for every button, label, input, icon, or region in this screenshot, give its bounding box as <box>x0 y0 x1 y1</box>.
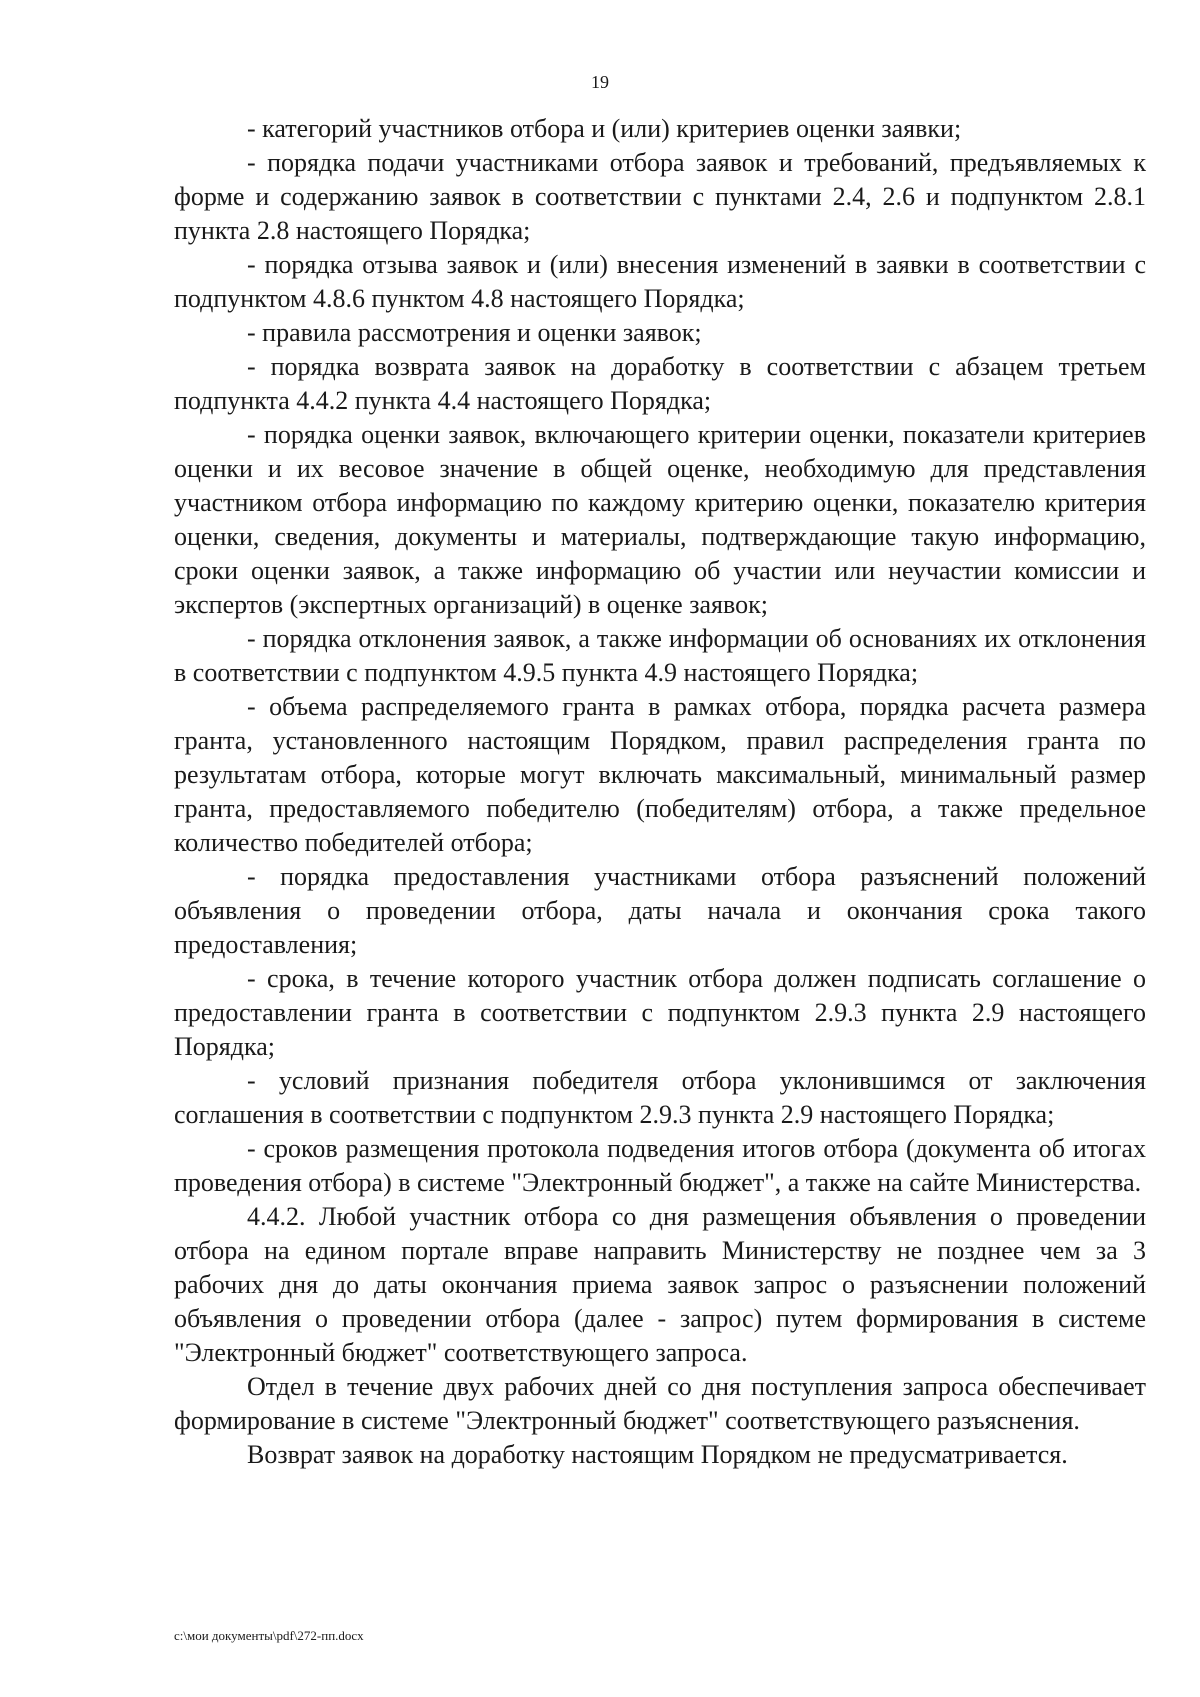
paragraph-evasion-conditions: - условий признания победителя отбора уклонившимся от заключения соглашения в соответствии с подпунктом 2.9.3 пункта 2.9 настоящего Порядка; <box>174 1066 1146 1129</box>
paragraph-rejection-order: - порядка отклонения заявок, а также информации об основаниях их отклонения в соответствии с подпунктом 4.9.5 пункта 4.9 настоящего Порядка; <box>174 624 1146 687</box>
paragraph-review-rules: - правила рассмотрения и оценки заявок; <box>247 318 702 347</box>
paragraph-agreement-deadline: - срока, в течение которого участник отбора должен подписать соглашение о предоставлении гранта в соответствии с подпунктом 2.9.3 пункта 2.9 настоящего Порядка; <box>174 964 1146 1061</box>
paragraph-no-return: Возврат заявок на доработку настоящим Порядком не предусматривается. <box>247 1440 1068 1469</box>
paragraph-protocol-publication: - сроков размещения протокола подведения итогов отбора (документа об итогах проведения отбора) в системе "Электронный бюджет", а также на сайте Министерства. <box>174 1134 1146 1197</box>
page-number: 19 <box>591 72 609 92</box>
document-body <box>174 112 1146 1472</box>
paragraph-selection-categories: - категорий участников отбора и (или) критериев оценки заявки; <box>247 114 962 143</box>
paragraph-grant-volume: - объема распределяемого гранта в рамках отбора, порядка расчета размера гранта, установленного настоящим Порядком, правил распределения гранта по результатам отбора, которые могут включать максимальный, минимальный размер гранта, предоставляемого победителю (победителям) отбора, а также предельное количество победителей отбора; <box>174 692 1146 857</box>
paragraph-section-4-4-2: 4.4.2. Любой участник отбора со дня размещения объявления о проведении отбора на едином портале вправе направить Министерству не позднее чем за 3 рабочих дня до даты окончания приема заявок запрос о разъяснении положений объявления о проведении отбора (далее - запрос) путем формирования в системе "Электронный бюджет" соответствующего запроса. <box>174 1202 1146 1367</box>
paragraph-return-for-revision: - порядка возврата заявок на доработку в соответствии с абзацем третьем подпункта 4.4.2 пункта 4.4 настоящего Порядка; <box>174 352 1146 415</box>
paragraph-application-submission-order: - порядка подачи участниками отбора заявок и требований, предъявляемых к форме и содержанию заявок в соответствии с пунктами 2.4, 2.6 и подпунктом 2.8.1 пункта 2.8 настоящего Порядка; <box>174 148 1146 245</box>
paragraph-clarification-order: - порядка предоставления участниками отбора разъяснений положений объявления о проведении отбора, даты начала и окончания срока такого предоставления; <box>174 862 1146 959</box>
footer-file-path: c:\мои документы\pdf\272-пп.docx <box>174 1628 364 1643</box>
paragraph-department-response: Отдел в течение двух рабочих дней со дня поступления запроса обеспечивает формирование в системе "Электронный бюджет" соответствующего разъяснения. <box>174 1372 1146 1435</box>
paragraph-application-withdrawal-order: - порядка отзыва заявок и (или) внесения изменений в заявки в соответствии с подпунктом 4.8.6 пунктом 4.8 настоящего Порядка; <box>174 250 1146 313</box>
paragraph-evaluation-order: - порядка оценки заявок, включающего критерии оценки, показатели критериев оценки и их весовое значение в общей оценке, необходимую для представления участником отбора информацию по каждому критерию оценки, показателю критерия оценки, сведения, документы и материалы, подтверждающие такую информацию, сроки оценки заявок, а также информацию об участии или неучастии комиссии и экспертов (экспертных организаций) в оценке заявок; <box>174 420 1146 619</box>
